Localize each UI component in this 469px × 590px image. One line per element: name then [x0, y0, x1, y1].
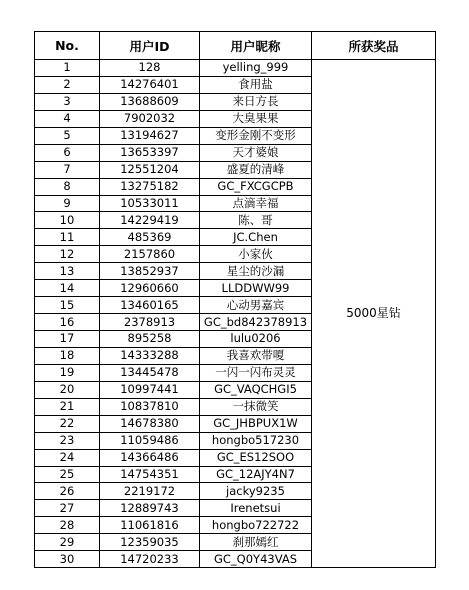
row-user-id: 14678380: [100, 415, 200, 432]
row-nickname: GC_ES12SOO: [200, 449, 312, 466]
row-no: 28: [35, 517, 100, 534]
row-no: 16: [35, 314, 100, 331]
row-nickname: yelling_999: [200, 60, 312, 77]
row-user-id: 13653397: [100, 144, 200, 161]
row-user-id: 13460165: [100, 297, 200, 314]
row-no: 9: [35, 195, 100, 212]
row-nickname: GC_Q0Y43VAS: [200, 551, 312, 568]
row-no: 30: [35, 551, 100, 568]
row-no: 6: [35, 144, 100, 161]
row-user-id: 11061816: [100, 517, 200, 534]
header-no: No.: [35, 32, 100, 60]
row-user-id: 13852937: [100, 263, 200, 280]
row-no: 27: [35, 500, 100, 517]
row-nickname: 刹那嫣红: [200, 534, 312, 551]
row-no: 7: [35, 161, 100, 178]
row-user-id: 13688609: [100, 93, 200, 110]
row-user-id: 12960660: [100, 280, 200, 297]
table-row: [35, 60, 436, 77]
row-nickname: 一抹微笑: [200, 398, 312, 415]
winners-table: [34, 31, 436, 568]
row-user-id: 2219172: [100, 483, 200, 500]
row-user-id: 14276401: [100, 76, 200, 93]
row-user-id: 2157860: [100, 246, 200, 263]
row-no: 5: [35, 127, 100, 144]
row-user-id: 13275182: [100, 178, 200, 195]
row-user-id: 14229419: [100, 212, 200, 229]
row-nickname: 星尘的沙漏: [200, 263, 312, 280]
row-user-id: 14720233: [100, 551, 200, 568]
row-no: 8: [35, 178, 100, 195]
row-nickname: 点滴幸福: [200, 195, 312, 212]
row-no: 14: [35, 280, 100, 297]
row-nickname: lulu0206: [200, 331, 312, 348]
table-header-row: [35, 32, 436, 60]
header-prize: 所获奖品: [312, 32, 436, 60]
prize-cell: 5000星钻: [312, 60, 436, 568]
row-nickname: GC_VAQCHGI5: [200, 381, 312, 398]
row-nickname: 变形金刚不变形: [200, 127, 312, 144]
row-nickname: 陈、哥: [200, 212, 312, 229]
row-nickname: 大臭果果: [200, 110, 312, 127]
row-user-id: 14366486: [100, 449, 200, 466]
row-nickname: 心动男嘉宾: [200, 297, 312, 314]
row-no: 4: [35, 110, 100, 127]
row-user-id: 11059486: [100, 432, 200, 449]
row-nickname: 小家伙: [200, 246, 312, 263]
row-no: 11: [35, 229, 100, 246]
row-no: 3: [35, 93, 100, 110]
row-no: 25: [35, 466, 100, 483]
row-nickname: hongbo722722: [200, 517, 312, 534]
row-no: 21: [35, 398, 100, 415]
row-nickname: 天才婆娘: [200, 144, 312, 161]
row-no: 20: [35, 381, 100, 398]
row-no: 19: [35, 364, 100, 381]
row-user-id: 10837810: [100, 398, 200, 415]
row-no: 17: [35, 331, 100, 348]
row-user-id: 14333288: [100, 347, 200, 364]
row-nickname: 食用盐: [200, 76, 312, 93]
row-user-id: 128: [100, 60, 200, 77]
row-nickname: 盛夏的清峰: [200, 161, 312, 178]
row-nickname: GC_FXCGCPB: [200, 178, 312, 195]
table-body: [35, 60, 436, 568]
row-user-id: 10533011: [100, 195, 200, 212]
row-nickname: GC_JHBPUX1W: [200, 415, 312, 432]
row-nickname: 一闪一闪布灵灵: [200, 364, 312, 381]
row-no: 2: [35, 76, 100, 93]
row-no: 24: [35, 449, 100, 466]
row-nickname: jacky9235: [200, 483, 312, 500]
row-user-id: 485369: [100, 229, 200, 246]
row-user-id: 12359035: [100, 534, 200, 551]
row-no: 29: [35, 534, 100, 551]
row-nickname: GC_12AJY4N7: [200, 466, 312, 483]
row-no: 1: [35, 60, 100, 77]
row-user-id: 12551204: [100, 161, 200, 178]
header-nickname: 用户昵称: [200, 32, 312, 60]
row-user-id: 13445478: [100, 364, 200, 381]
row-nickname: Irenetsui: [200, 500, 312, 517]
row-no: 26: [35, 483, 100, 500]
row-user-id: 12889743: [100, 500, 200, 517]
row-user-id: 2378913: [100, 314, 200, 331]
row-no: 18: [35, 347, 100, 364]
row-no: 10: [35, 212, 100, 229]
row-user-id: 895258: [100, 331, 200, 348]
row-no: 23: [35, 432, 100, 449]
row-user-id: 10997441: [100, 381, 200, 398]
row-nickname: 我喜欢带嗄: [200, 347, 312, 364]
row-nickname: GC_bd842378913: [200, 314, 312, 331]
row-nickname: hongbo517230: [200, 432, 312, 449]
row-nickname: JC.Chen: [200, 229, 312, 246]
row-user-id: 13194627: [100, 127, 200, 144]
row-no: 13: [35, 263, 100, 280]
row-no: 22: [35, 415, 100, 432]
row-nickname: LLDDWW99: [200, 280, 312, 297]
row-nickname: 来日方長: [200, 93, 312, 110]
header-user-id: 用户ID: [100, 32, 200, 60]
row-user-id: 7902032: [100, 110, 200, 127]
row-no: 12: [35, 246, 100, 263]
row-user-id: 14754351: [100, 466, 200, 483]
row-no: 15: [35, 297, 100, 314]
